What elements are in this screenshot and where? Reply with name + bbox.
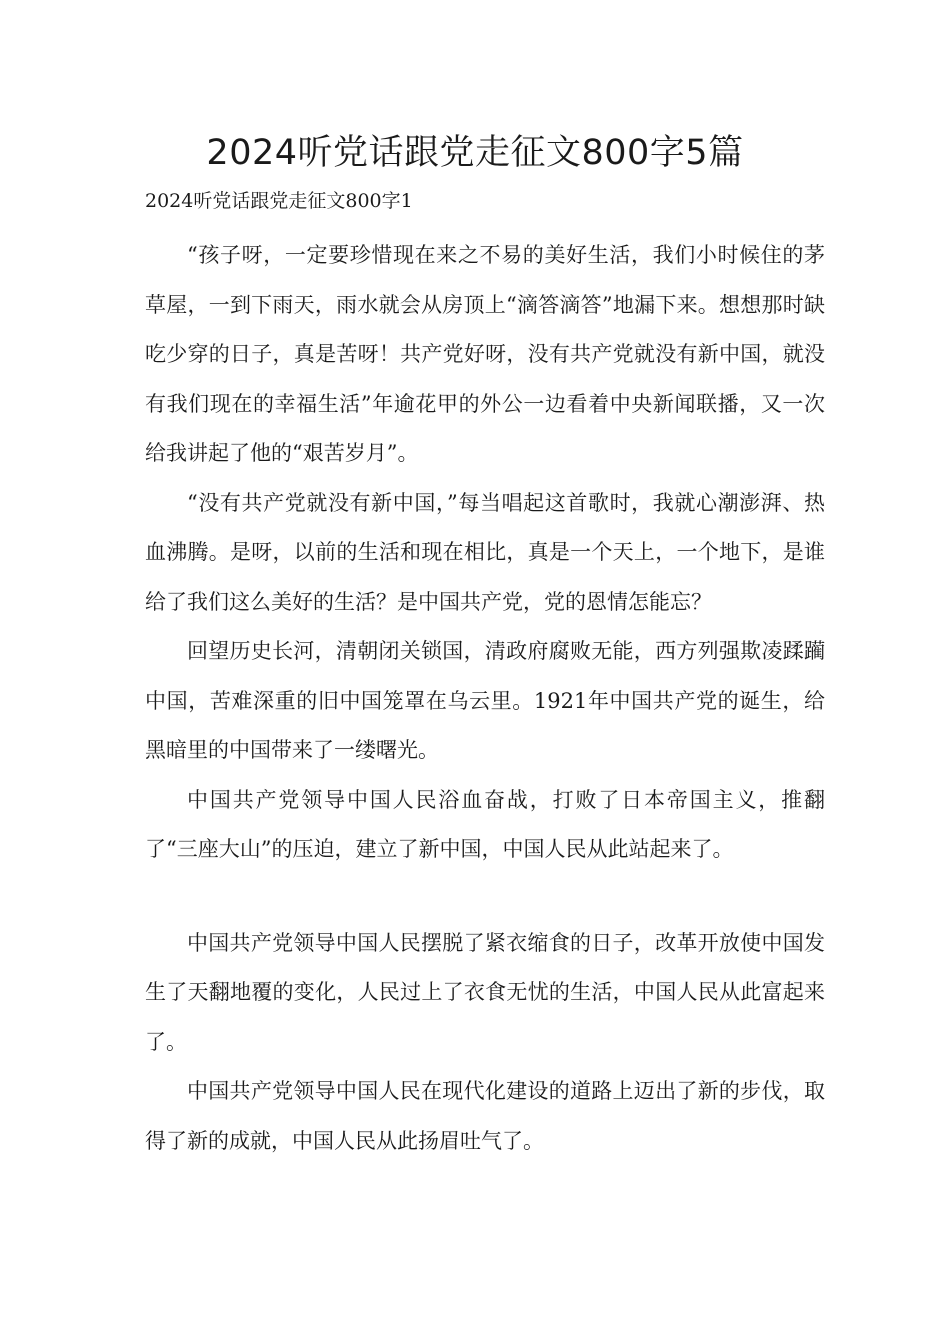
paragraph-gap bbox=[145, 875, 825, 919]
paragraph-3: 回望历史长河，清朝闭关锁国，清政府腐败无能，西方列强欺凌蹂躏中国，苦难深重的旧中国笼罩在乌云里。1921年中国共产党的诞生，给黑暗里的中国带来了一缕曙光。 bbox=[145, 639, 825, 762]
paragraph-2: “没有共产党就没有新中国，”每当唱起这首歌时，我就心潮澎湃、热血沸腾。是呀，以前的生活和现在相比，真是一个天上，一个地下，是谁给了我们这么美好的生活？是中国共产党，党的恩情怎能忘？ bbox=[145, 490, 825, 614]
paragraph-4: 中国共产党领导中国人民浴血奋战，打败了日本帝国主义，推翻了“三座大山”的压迫，建立了新中国，中国人民从此站起来了。 bbox=[145, 787, 825, 861]
article-body bbox=[145, 231, 825, 1166]
paragraph-5: 中国共产党领导中国人民摆脱了紧衣缩食的日子，改革开放使中国发生了天翻地覆的变化，人民过上了衣食无忧的生活，中国人民从此富起来了。 bbox=[145, 930, 825, 1054]
paragraph-1: “孩子呀，一定要珍惜现在来之不易的美好生活，我们小时候住的茅草屋，一到下雨天，雨水就会从房顶上“滴答滴答”地漏下来。想想那时缺吃少穿的日子，真是苦呀！共产党好呀，没有共产党就没有新中国，就没有我们现在的幸福生活”年逾花甲的外公一边看着中央新闻联播，又一次给我讲起了他的“艰苦岁月”。 bbox=[145, 243, 825, 465]
section-subtitle: 2024听党话跟党走征文800字1 bbox=[145, 190, 413, 212]
paragraph-6: 中国共产党领导中国人民在现代化建设的道路上迈出了新的步伐，取得了新的成就，中国人民从此扬眉吐气了。 bbox=[145, 1079, 825, 1153]
document-title: 2024听党话跟党走征文800字5篇 bbox=[206, 133, 744, 173]
